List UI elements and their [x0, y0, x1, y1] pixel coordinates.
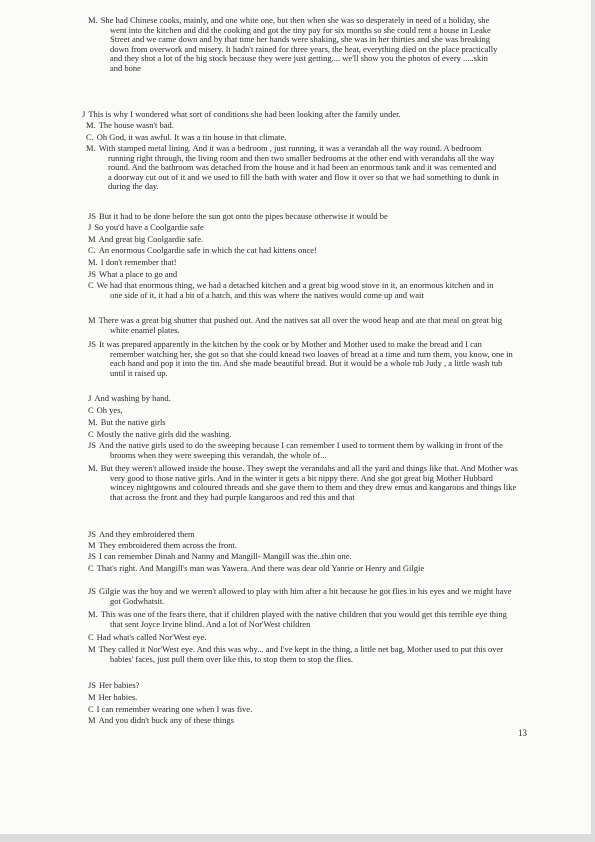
speaker-label: J [88, 393, 92, 403]
transcript-turn [88, 339, 518, 378]
turn-text: They called it Nor'West eye. And this was why... and I've kept in the thing, a little net bag, Mother used to put this over babies' faces, just pull them over like this, to stop them to stop the flies. [98, 644, 504, 664]
speaker-label: C. [86, 132, 94, 142]
transcript-turn [88, 529, 506, 540]
speaker-label: M. [86, 120, 96, 130]
speaker-label: M [88, 715, 96, 725]
transcript-turn [88, 417, 506, 428]
turn-text: We had that enormous thing, we had a detached kitchen and a great big wood stove in it, an enormous kitchen and in one side of it, it had a bit of a hatch, and this was where the natives would come up and wait [96, 280, 494, 300]
speaker-label: JS [88, 211, 97, 221]
transcript-turn [88, 222, 506, 233]
transcript-turn [88, 269, 506, 280]
speaker-label: M [88, 692, 96, 702]
transcript-turn [88, 540, 506, 551]
speaker-label: JS [88, 269, 97, 279]
turn-text: But they weren't allowed inside the house. They swept the verandahs and all the yard and things like that. And Mother was very good to those native girls. And in the winter it gets a bit nippy there. And she got great big Mother Hubbard wincey nightgowns and coloured threads and she gave them to them and they drew emus and kangaroos and things like that across the front and they had purple kangaroos and red this and that [100, 463, 518, 502]
turn-text: That's right. And Mangill's man was Yawera. And there was dear old Yanrie or Henry and Gilgie [96, 563, 425, 573]
speaker-label: C [88, 632, 94, 642]
transcript-turn [88, 715, 506, 726]
speaker-label: J [88, 222, 92, 232]
turn-text: And great big Coolgardie safe. [98, 234, 204, 244]
turn-text: And they embroidered them [99, 529, 195, 539]
transcript-turn [88, 644, 506, 664]
page-number: 13 [518, 728, 527, 738]
transcript-turn [88, 245, 506, 256]
transcript-turn [88, 280, 506, 300]
speaker-label: C [88, 280, 94, 290]
turn-text: And you didn't buck any of these things [98, 715, 234, 725]
transcript-turn [88, 632, 506, 643]
transcript-turn [86, 143, 500, 192]
speaker-label: M. [88, 417, 98, 427]
transcript-turn [88, 563, 506, 574]
transcript-turn [88, 257, 506, 268]
speaker-label: JS [88, 529, 97, 539]
speaker-label: M. [88, 257, 98, 267]
transcript-turn [88, 234, 506, 245]
turn-text: But the native girls [100, 417, 166, 427]
transcript-turn [88, 551, 506, 562]
turn-text: Had what's called Nor'West eye. [96, 632, 207, 642]
turn-text: I can remember Dinah and Nanny and Mangill- Mangill was the..thin one. [99, 551, 352, 561]
transcript-turn [88, 586, 518, 606]
speaker-label: M. [86, 143, 96, 153]
transcript-turn [88, 680, 506, 691]
speaker-label: M. [88, 15, 98, 25]
turn-text: Oh God, it was awful. It was a tin house in that climate. [96, 132, 287, 142]
turn-text: Her babies? [99, 680, 140, 690]
speaker-label: JS [88, 680, 97, 690]
turn-text: With stamped metal lining. And it was a bedroom , just running, it was a verandah all the way round. A bedroom running right through, the living room and then two smaller bedrooms at the other end with verandahs all the way round. And the bathroom was detached from the house and it had been an enormous tank and it was cemented and a doorway cut out of it and we used to fill the bath with water and flow it over so that we had something to dunk in during the day. [98, 143, 499, 192]
turn-text: And washing by hand. [94, 393, 171, 403]
transcript-turn [86, 132, 504, 143]
transcript-turn [88, 440, 506, 460]
speaker-label: J [82, 109, 86, 119]
speaker-label: JS [88, 551, 97, 561]
turn-text: They embroidered them across the front. [98, 540, 237, 550]
turn-text: Gilgie was the boy and we weren't allowed to play with him after a bit because he got flies in his eyes and we might have got Godwhatsit. [99, 586, 512, 606]
transcript-turn [88, 429, 506, 440]
transcript-turn [86, 120, 504, 131]
turn-text: Oh yes, [96, 405, 123, 415]
speaker-label: JS [88, 440, 97, 450]
speaker-label: C [88, 563, 94, 573]
turn-text: I don't remember that! [100, 257, 177, 267]
transcript-turn [88, 463, 518, 502]
turn-text: An enormous Coolgardie safe in which the cat had kittens once! [98, 245, 317, 255]
turn-text: This is why I wondered what sort of conditions she had been looking after the family under. [88, 109, 401, 119]
transcript-turn [88, 315, 506, 335]
transcript-turn [88, 15, 502, 74]
turn-text: It was prepared apparently in the kitchen by the cook or by Mother and Mother used to make the bread and I can remember watching her, she got so that she could knead two loaves of bread at a time and turn them, you know, one in each hand and pop it into the tin. And she made beautiful bread. But it would be a whole tub Judy , a little wash tub until it raised up. [99, 339, 513, 378]
speaker-label: M [88, 315, 96, 325]
turn-text: Mostly the native girls did the washing. [96, 429, 232, 439]
turn-text: Her babies. [98, 692, 138, 702]
transcript-turn [82, 109, 504, 120]
speaker-label: C [88, 704, 94, 714]
speaker-label: M [88, 540, 96, 550]
transcript-turn [88, 692, 506, 703]
speaker-label: JS [88, 339, 97, 349]
turn-text: What a place to go and [99, 269, 178, 279]
speaker-label: M [88, 644, 96, 654]
speaker-label: M. [88, 609, 98, 619]
turn-text: I can remember wearing one when I was five. [96, 704, 253, 714]
turn-text: And the native girls used to do the sweeping because I can remember I used to torment them by walking in front of the brooms when they were sweeping this verandah, the whole of... [99, 440, 503, 460]
speaker-label: C. [88, 245, 96, 255]
transcript-turn [88, 211, 506, 222]
speaker-label: C [88, 405, 94, 415]
transcript-turn [88, 609, 514, 629]
turn-text: The house wasn't bad. [98, 120, 174, 130]
speaker-label: C [88, 429, 94, 439]
turn-text: So you'd have a Coolgardie safe [94, 222, 204, 232]
transcript-turn [88, 405, 506, 416]
turn-text: She had Chinese cooks, mainly, and one white one, but then when she was so desperately in need of a holiday, she went into the kitchen and did the cooking and got the tiny pay for six months so she could rent a house in Leake Street and we came down and by that time her hands were shaking, she was in her thirties and she was breaking down from overwork and misery. It hadn't rained for three years, the heat, everything died on the place practically and they shot a lot of the big stock because they were just getting.... we'll show you the photos of every .....skin and bone [100, 15, 498, 73]
turn-text: This was one of the fears there, that if children played with the native children that you would get this terrible eye thing that sent Joyce Irvine blind. And a lot of Nor'West children [100, 609, 507, 629]
turn-text: But it had to be done before the sun got onto the pipes because otherwise it would be [99, 211, 388, 221]
turn-text: There was a great big shutter that pushed out. And the natives sat all over the wood heap and ate that meal on great big white enamel plates. [98, 315, 502, 335]
speaker-label: M. [88, 463, 98, 473]
speaker-label: JS [88, 586, 97, 596]
speaker-label: M [88, 234, 96, 244]
transcript-turn [88, 704, 506, 715]
transcript-turn [88, 393, 506, 404]
